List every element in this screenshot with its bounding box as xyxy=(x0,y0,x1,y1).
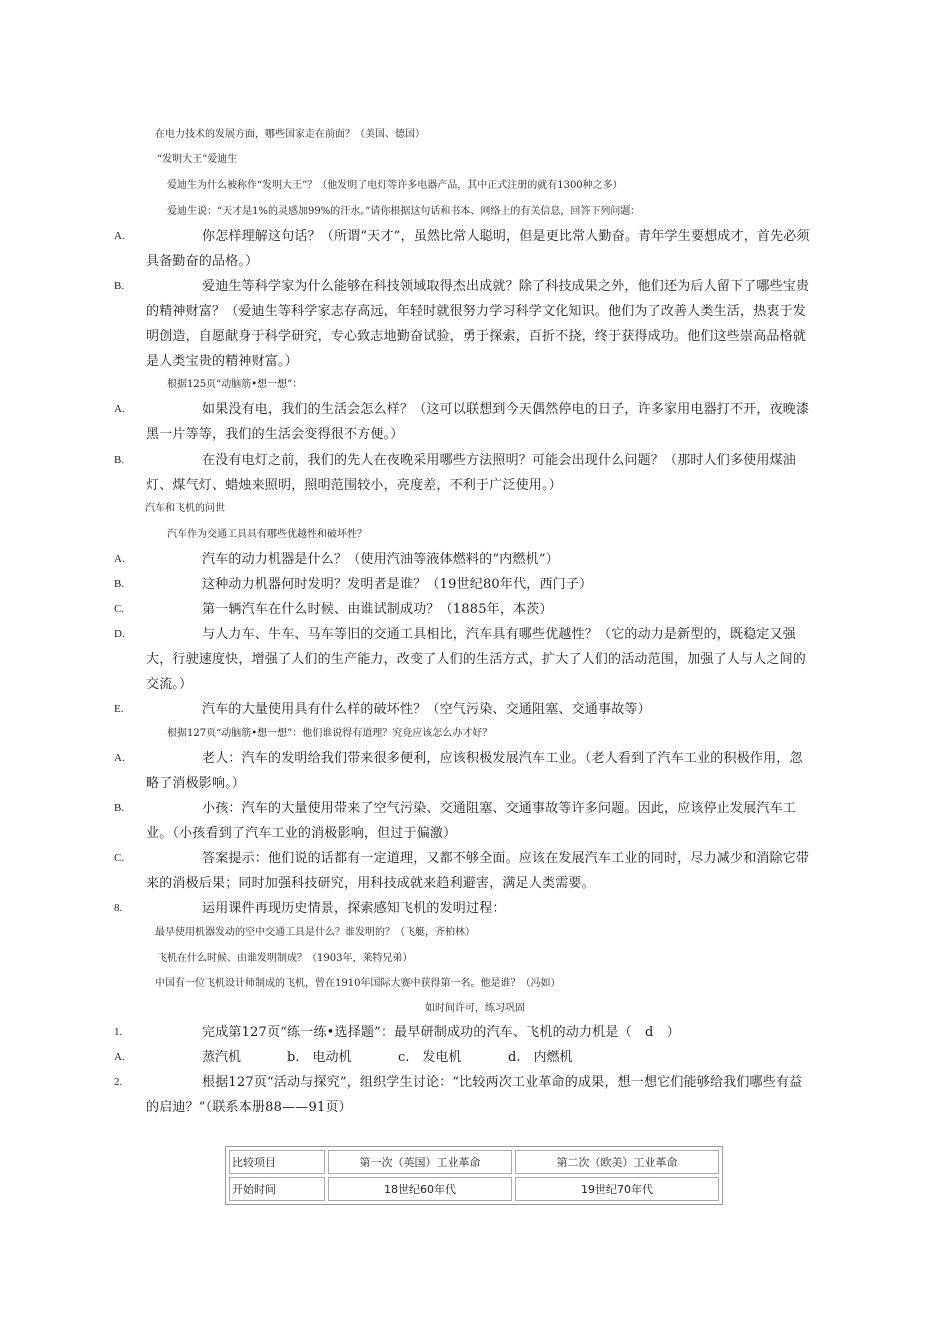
list-item xyxy=(114,746,814,796)
list-item-text: 爱迪生等科学家为什么能够在科技领域取得杰出成就？除了科技成果之外，他们还为后人留下了哪些宝贵的精神财富？（爱迪生等科学家志存高远，年轻时就很努力学习科学文化知识。他们为了改善人类生活，热衷于发明创造，自愿献身于科学研究，专心致志地勤奋试验，勇于探索，百折不挠，终于获得成功。他们这些崇高品格就是人类宝贵的精神财富。） xyxy=(146,279,810,369)
list-marker: C. xyxy=(114,852,125,864)
list-item-text: 完成第127页“练一练•选择题”：最早研制成功的汽车、飞机的动力机是（ d ） xyxy=(202,1025,680,1040)
list-marker: A. xyxy=(114,230,125,242)
practice-heading: 如时间许可，练习巩固 xyxy=(425,1003,525,1014)
power-question: 在电力技术的发展方面，哪些国家走在前面？（美国、德国） xyxy=(155,129,425,140)
table-header-row xyxy=(229,1150,719,1174)
list-item xyxy=(114,622,814,697)
list-item-text: 答案提示：他们说的话都有一定道理，又都不够全面。应该在发展汽车工业的同时，尽力减少和消除它带来的消极后果；同时加强科技研究，用科技成就来趋利避害，满足人类需要。 xyxy=(146,851,810,891)
list-item-text: 小孩：汽车的大量使用带来了空气污染、交通阻塞、交通事故等许多问题。因此，应该停止发展汽车工业。（小孩看到了汽车工业的消极影响，但过于偏激） xyxy=(146,801,797,841)
list-item xyxy=(114,274,814,374)
list-marker: 8. xyxy=(114,902,123,914)
table-cell: 开始时间 xyxy=(229,1177,325,1201)
list-item xyxy=(114,547,814,572)
plane-question-1: 最早使用机器发动的空中交通工具是什么？谁发明的？（飞艇，齐柏林） xyxy=(155,927,475,938)
option-a: 蒸汽机 xyxy=(202,1050,242,1065)
option-d: d. 内燃机 xyxy=(508,1050,573,1065)
edison-quote: 爱迪生说：“天才是1%的灵感加99%的汗水。”请你根据这句话和书本、网络上的有关信息，回答下列问题： xyxy=(167,206,641,217)
list-marker: B. xyxy=(114,454,125,466)
list-item-text: 如果没有电，我们的生活会怎么样？（这可以联想到今天偶然停电的日子，许多家用电器打不开，夜晚漆黑一片等等，我们的生活会变得很不方便。） xyxy=(146,402,810,442)
list-item-text: 老人：汽车的发明给我们带来很多便利，应该积极发展汽车工业。（老人看到了汽车工业的积极作用，忽略了消极影响。） xyxy=(146,751,803,791)
list-item-text: 根据127页“活动与探究”，组织学生讨论：“比较两次工业革命的成果，想一想它们能够给我们哪些有益的启迪？”（联系本册88——91页） xyxy=(146,1075,803,1115)
table-row xyxy=(229,1177,719,1201)
list-item-text: 第一辆汽车在什么时候、由谁试制成功？（1885年，本茨） xyxy=(202,602,553,617)
p127-heading: 根据127页“动脑筋•想一想”：他们谁说得有道理？究竟应该怎么办才好？ xyxy=(167,728,493,739)
car-question: 汽车作为交通工具具有哪些优越性和破坏性？ xyxy=(167,529,367,540)
list-marker: 2. xyxy=(114,1076,123,1088)
list-marker: A. xyxy=(114,1051,125,1063)
option-b: b. 电动机 xyxy=(287,1050,352,1065)
list-marker: B. xyxy=(114,578,125,590)
list-item xyxy=(114,597,814,622)
list-item xyxy=(114,572,814,597)
list-item-text: 在没有电灯之前，我们的先人在夜晚采用哪些方法照明？可能会出现什么问题？（那时人们多使用煤油灯、煤气灯、蜡烛来照明，照明范围较小，亮度差，不利于广泛使用。） xyxy=(146,453,797,493)
list-item xyxy=(114,397,814,447)
list-item xyxy=(114,846,814,896)
list-item xyxy=(114,796,814,846)
car-heading: 汽车和飞机的问世 xyxy=(145,503,225,514)
list-marker: E. xyxy=(114,703,124,715)
list-item xyxy=(114,224,814,274)
plane-question-2: 飞机在什么时候、由谁发明制成？（1903年，莱特兄弟） xyxy=(157,953,413,964)
list-item xyxy=(114,697,814,722)
list-marker: B. xyxy=(114,280,125,292)
list-item xyxy=(114,896,814,921)
table-cell: 18世纪60年代 xyxy=(328,1177,512,1201)
list-item-text: 运用课件再现历史情景，探索感知飞机的发明过程： xyxy=(202,901,506,916)
edison-heading: “发明大王”爱迪生 xyxy=(157,154,238,165)
comparison-table xyxy=(225,1146,723,1205)
edison-question: 爱迪生为什么被称作“发明大王”？（他发明了电灯等许多电器产品，其中正式注册的就有1300种之多） xyxy=(167,180,623,191)
table-header-cell: 第一次（英国）工业革命 xyxy=(328,1150,512,1174)
list-item-text: 与人力车、牛车、马车等旧的交通工具相比，汽车具有哪些优越性？（它的动力是新型的，既稳定又强大，行驶速度快，增强了人们的生产能力，改变了人们的生活方式，扩大了人们的活动范围，加强了人与人之间的交流。） xyxy=(146,627,807,692)
p125-heading: 根据125页“动脑筋•想一想”： xyxy=(167,379,303,390)
list-item xyxy=(114,448,814,498)
list-item-text: 汽车的大量使用具有什么样的破坏性？（空气污染、交通阻塞、交通事故等） xyxy=(202,702,651,717)
list-item xyxy=(114,1070,814,1120)
table-cell: 19世纪70年代 xyxy=(515,1177,719,1201)
option-c: c. 发电机 xyxy=(398,1050,462,1065)
list-marker: C. xyxy=(114,603,125,615)
list-marker: 1. xyxy=(114,1026,123,1038)
table-header-cell: 第二次（欧美）工业革命 xyxy=(515,1150,719,1174)
list-item-text: 汽车的动力机器是什么？（使用汽油等液体燃料的“内燃机”） xyxy=(202,552,559,567)
list-marker: A. xyxy=(114,553,125,565)
list-item-text: 你怎样理解这句话？（所谓“天才”，虽然比常人聪明，但是更比常人勤奋。青年学生要想成才，首先必须具备勤奋的品格。） xyxy=(146,229,810,269)
plane-question-3: 中国有一位飞机设计师制成的飞机，曾在1910年国际大赛中获得第一名。他是谁？（冯如） xyxy=(155,978,561,989)
list-marker: D. xyxy=(114,628,125,640)
table-header-cell: 比较项目 xyxy=(229,1150,325,1174)
list-marker: A. xyxy=(114,752,125,764)
list-item-text: 这种动力机器何时发明？发明者是谁？（19世纪80年代，西门子） xyxy=(202,577,593,592)
list-marker: B. xyxy=(114,802,125,814)
list-marker: A. xyxy=(114,403,125,415)
list-item xyxy=(114,1020,814,1045)
